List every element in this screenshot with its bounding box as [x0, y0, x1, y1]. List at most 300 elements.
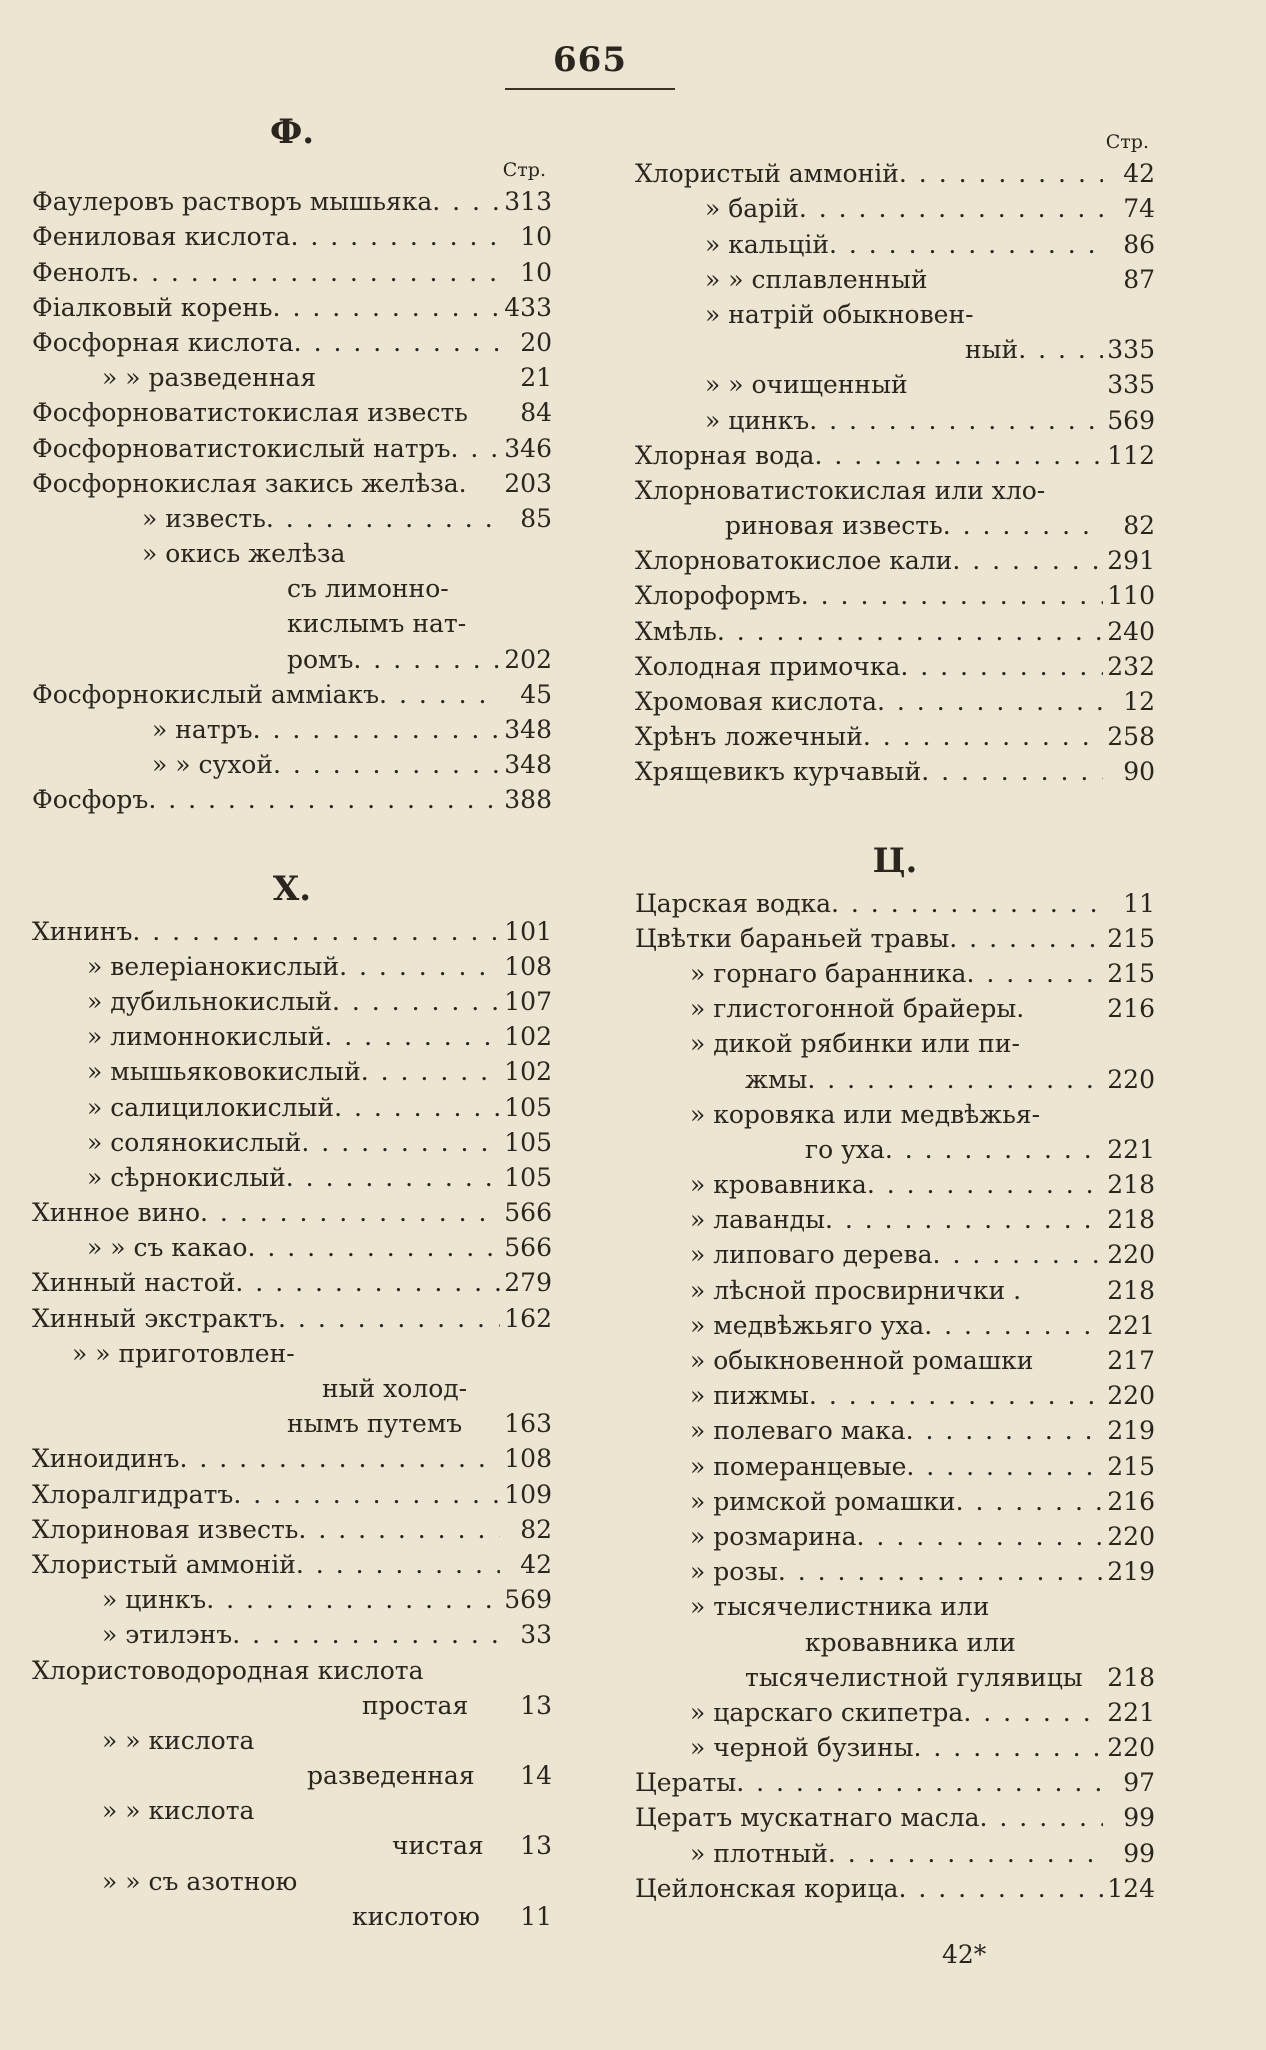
entry-name: Фосфорноватистокислый натръ [32, 433, 451, 463]
left-column [32, 108, 552, 1934]
entry-page: 14 [520, 1761, 552, 1791]
index-entry [635, 1800, 1155, 1835]
entry-name: » плотный [690, 1838, 828, 1868]
leader-dots [339, 949, 500, 984]
entry-page: 97 [1123, 1768, 1155, 1798]
entry-page: 220 [1107, 1733, 1155, 1763]
entry-page: 433 [504, 292, 552, 322]
index-entry [32, 1582, 552, 1617]
entry-page: 279 [504, 1268, 552, 1298]
leader-dots [924, 1308, 1103, 1343]
page-column-label: Стр. [502, 159, 546, 181]
index-entry [635, 649, 1155, 684]
entry-name: жмы [745, 1064, 808, 1094]
leader-dots [717, 614, 1103, 649]
leader-dots [296, 1547, 500, 1582]
right-column [635, 128, 1155, 1906]
index-entry [635, 156, 1155, 191]
index-entry [635, 1202, 1155, 1237]
entry-page: 11 [520, 1901, 552, 1931]
header-rule [505, 88, 675, 90]
index-entry [32, 1054, 552, 1089]
entry-name: кислымъ нат- [287, 609, 467, 639]
index-entry [635, 226, 1155, 261]
index-entry [32, 1300, 552, 1335]
entry-name: кислотою [352, 1901, 480, 1931]
entry-page: 335 [1107, 370, 1155, 400]
index-entry [635, 885, 1155, 920]
entry-name: Хлорноватистокислая или хло- [635, 475, 1046, 505]
entry-name: Хрѣнъ ложечный [635, 722, 863, 752]
entry-page: 348 [504, 715, 552, 744]
entry-page: 33 [520, 1620, 552, 1650]
entry-page: 85 [520, 503, 552, 533]
index-entry [635, 1484, 1155, 1519]
leader-dots [867, 1167, 1103, 1202]
leader-dots [273, 747, 500, 782]
leader-dots [324, 1019, 500, 1054]
leader-dots [809, 403, 1103, 438]
entry-name: » мышьяковокислый [87, 1057, 361, 1087]
leader-dots [778, 1554, 1103, 1589]
entry-name: Фосфоръ [32, 785, 149, 815]
leader-dots [829, 227, 1103, 262]
entry-name: тысячелистной гулявицы [745, 1662, 1083, 1692]
entry-name: » сѣрнокислый [87, 1162, 286, 1192]
index-entry [32, 219, 552, 254]
index-entry [32, 677, 552, 712]
index-entry [635, 1026, 1155, 1061]
entry-page: 108 [504, 951, 552, 981]
entry-page: 12 [1123, 687, 1155, 716]
index-entry [32, 984, 552, 1019]
entry-page: 335 [1107, 335, 1155, 365]
entry-name: Хлористый аммоній [635, 159, 899, 189]
index-entry [32, 1512, 552, 1547]
entry-name: » кровавника [690, 1170, 867, 1200]
index-entry [635, 1413, 1155, 1448]
leader-dots [253, 712, 500, 747]
entry-name: Хининъ [32, 916, 133, 946]
leader-dots [952, 543, 1103, 578]
leader-dots [828, 1836, 1103, 1871]
leader-dots [799, 191, 1103, 226]
entry-page: 219 [1107, 1557, 1155, 1587]
leader-dots [235, 1265, 500, 1300]
index-entry [635, 1835, 1155, 1870]
entry-page: 291 [1107, 546, 1155, 576]
index-entry [32, 1406, 552, 1441]
entry-page: 13 [520, 1831, 552, 1861]
entry-name: Хлороформъ [635, 581, 801, 611]
entry-page: 348 [504, 750, 552, 780]
leader-dots [278, 1301, 500, 1336]
entry-name: » дикой рябинки или пи- [690, 1029, 1020, 1059]
entry-page: 220 [1107, 1381, 1155, 1411]
entry-name: Хинный настой [32, 1268, 236, 1298]
entry-name: » » разведенная [102, 363, 317, 393]
index-entry [32, 1723, 552, 1758]
index-entry [635, 1378, 1155, 1413]
entry-page: 162 [504, 1303, 552, 1333]
leader-dots [294, 325, 500, 360]
index-entry [635, 1061, 1155, 1096]
entry-name: Цератъ мускатнаго масла [635, 1803, 980, 1833]
entry-page: 107 [504, 986, 552, 1016]
entry-page: 21 [520, 363, 552, 393]
entry-page: 42 [520, 1549, 552, 1579]
entry-page: 203 [504, 468, 552, 498]
leader-dots [863, 719, 1103, 754]
entry-name: Холодная примочка [635, 651, 901, 681]
entry-page: 221 [1107, 1134, 1155, 1164]
leader-dots [831, 886, 1103, 921]
leader-dots [232, 1617, 500, 1652]
leader-dots [266, 501, 500, 536]
entry-page: 10 [520, 257, 552, 287]
entry-page: 110 [1107, 581, 1155, 611]
entry-name: » горнаго баранника [690, 958, 967, 988]
index-entry [32, 1019, 552, 1054]
leader-dots [906, 1413, 1103, 1448]
leader-dots [914, 1730, 1103, 1765]
entry-name: » » съ азотною [102, 1866, 298, 1896]
entry-page: 163 [504, 1409, 552, 1439]
index-entry [635, 1554, 1155, 1589]
index-entry [635, 1097, 1155, 1132]
entry-page: 220 [1107, 1064, 1155, 1094]
index-entry [635, 332, 1155, 367]
entry-name: Фениловая кислота [32, 222, 291, 252]
entry-page: 105 [504, 1127, 552, 1157]
index-entry [32, 325, 552, 360]
entry-name: » дубильнокислый [87, 986, 332, 1016]
index-entry [32, 395, 552, 430]
entry-name: Фосфорная кислота [32, 327, 294, 357]
index-entry [635, 297, 1155, 332]
entry-page: 220 [1107, 1240, 1155, 1270]
entry-name: » » кислота [102, 1796, 255, 1826]
leader-dots [801, 578, 1103, 613]
entry-name: » кальцій [705, 229, 829, 259]
index-entry [635, 1132, 1155, 1167]
section-letter: Х. [272, 869, 312, 910]
entry-page: 258 [1107, 722, 1155, 752]
index-entry [32, 1371, 552, 1406]
entry-page: 218 [1107, 1662, 1155, 1692]
leader-dots [877, 684, 1103, 719]
leader-dots [179, 1441, 500, 1476]
leader-dots [933, 1237, 1103, 1272]
entry-name: » » приготовлен- [72, 1338, 295, 1368]
entry-name: » черной бузины [690, 1733, 914, 1763]
entry-name: » розы [690, 1557, 778, 1587]
entry-name: » тысячелистника или [690, 1592, 990, 1622]
entry-name: » лимоннокислый [87, 1022, 325, 1052]
entry-name: Царская водка [635, 888, 832, 918]
entry-name: » натръ [152, 715, 253, 744]
entry-name: кровавника или [805, 1627, 1016, 1657]
leader-dots [233, 1477, 500, 1512]
index-entry [635, 1765, 1155, 1800]
index-entry [32, 1160, 552, 1195]
index-entry [32, 1265, 552, 1300]
index-entry [635, 1343, 1155, 1378]
entry-page: 221 [1107, 1697, 1155, 1727]
leader-dots [148, 782, 500, 817]
entry-name: ромъ [287, 644, 354, 674]
index-entry [32, 1793, 552, 1828]
leader-dots [131, 255, 500, 290]
entry-page: 102 [504, 1022, 552, 1052]
leader-dots [290, 219, 500, 254]
entry-page: 566 [504, 1233, 552, 1263]
leader-dots [206, 1582, 500, 1617]
entry-name: Хлорноватокислое кали [635, 546, 953, 576]
index-entry [32, 290, 552, 325]
entry-page: 102 [504, 1057, 552, 1087]
index-entry [635, 578, 1155, 613]
entry-name: » натрій обыкновен- [705, 299, 974, 329]
leader-dots [963, 1695, 1103, 1730]
leader-dots [980, 1800, 1103, 1835]
leader-dots [334, 1090, 500, 1125]
leader-dots [1018, 332, 1103, 367]
entry-page: 99 [1123, 1838, 1155, 1868]
leader-dots [379, 677, 500, 712]
entry-name: Хиноидинъ [32, 1444, 180, 1474]
leader-dots [736, 1765, 1103, 1800]
entry-name: простая [362, 1690, 469, 1720]
index-entry [635, 473, 1155, 508]
index-entry [32, 1899, 552, 1934]
signature-mark: 42* [942, 1940, 987, 1969]
index-entry [32, 1828, 552, 1863]
entry-name: » велеріанокислый [87, 951, 340, 981]
index-entry [32, 782, 552, 817]
leader-dots [132, 914, 500, 949]
entry-name: » пижмы [690, 1381, 809, 1411]
entry-page: 232 [1107, 651, 1155, 681]
entry-page: 220 [1107, 1521, 1155, 1551]
entry-page: 20 [520, 327, 552, 357]
index-entry [635, 1272, 1155, 1307]
entry-name: » известь [142, 503, 266, 533]
section-gap [635, 789, 1155, 837]
entry-page: 11 [1123, 888, 1155, 918]
index-entry [635, 1624, 1155, 1659]
index-entry [635, 191, 1155, 226]
entry-name: » полеваго мака [690, 1416, 906, 1446]
leader-dots [286, 1160, 500, 1195]
index-entry [635, 367, 1155, 402]
entry-page: 90 [1123, 757, 1155, 787]
entry-page: 74 [1123, 194, 1155, 224]
index-entry [32, 501, 552, 536]
index-entry [32, 606, 552, 641]
section-letter: Ц. [872, 841, 918, 882]
index-entry [635, 508, 1155, 543]
entry-page: 218 [1107, 1275, 1155, 1305]
index-entry [635, 1448, 1155, 1483]
entry-name: » померанцевые [690, 1451, 907, 1481]
entry-page: 388 [504, 785, 552, 815]
entry-page: 99 [1123, 1803, 1155, 1833]
entry-name: ный [965, 335, 1019, 365]
leader-dots [899, 156, 1103, 191]
index-entry [32, 913, 552, 948]
index-entry [32, 641, 552, 676]
leader-dots [906, 1449, 1103, 1484]
index-entry [635, 956, 1155, 991]
entry-name: » салицилокислый [87, 1092, 335, 1122]
leader-dots [825, 1202, 1103, 1237]
entry-name: Хинное вино [32, 1198, 201, 1228]
entry-name: разведенная [307, 1761, 475, 1791]
page-column-label: Стр. [1105, 131, 1149, 153]
leader-dots [885, 1132, 1103, 1167]
entry-name: Фенолъ [32, 257, 132, 287]
index-entry [32, 1336, 552, 1371]
entry-name: Цераты [635, 1768, 737, 1798]
index-entry [635, 543, 1155, 578]
entry-page: 215 [1107, 923, 1155, 953]
entry-name: Хинный экстрактъ [32, 1303, 279, 1333]
leader-dots [949, 921, 1103, 956]
leader-dots [450, 431, 500, 466]
index-entry [32, 1652, 552, 1687]
entry-page: 218 [1107, 1205, 1155, 1235]
index-entry [32, 1688, 552, 1723]
entry-name: Фаулеровъ растворъ мышьяка [32, 187, 433, 217]
entry-page: 109 [504, 1479, 552, 1509]
entry-page: 108 [504, 1444, 552, 1474]
page-number: 665 [553, 40, 627, 80]
index-entry [32, 747, 552, 782]
leader-dots [814, 438, 1103, 473]
entry-page: 13 [520, 1690, 552, 1720]
section-letter: Ф. [269, 112, 315, 152]
entry-name: » царскаго скипетра [690, 1697, 964, 1727]
index-entry [32, 1476, 552, 1511]
entry-name: риновая известь [725, 511, 943, 541]
leader-dots [301, 1125, 500, 1160]
entry-name: ный холод- [322, 1374, 468, 1403]
index-entry [32, 1125, 552, 1160]
entry-page: 566 [504, 1198, 552, 1228]
index-entry [635, 438, 1155, 473]
index-entry [32, 1617, 552, 1652]
entry-name: » розмарина [690, 1521, 857, 1551]
entry-page: 124 [1107, 1873, 1155, 1903]
entry-name: Фосфорнокислая закись желѣза. [32, 468, 467, 498]
leader-dots [273, 290, 500, 325]
index-entry [635, 1695, 1155, 1730]
entry-name: Цвѣтки бараньей травы [635, 923, 950, 953]
entry-page: 215 [1107, 1451, 1155, 1481]
entry-name: » римской ромашки [690, 1486, 956, 1516]
entry-name: Фосфорнокислый амміакъ [32, 679, 380, 709]
entry-name: » барій [705, 194, 799, 224]
index-entry [635, 1167, 1155, 1202]
section-gap [32, 817, 552, 865]
index-entry [32, 360, 552, 395]
entry-page: 86 [1123, 229, 1155, 259]
index-entry [635, 991, 1155, 1026]
entry-page: 101 [504, 916, 552, 946]
entry-page: 82 [1123, 511, 1155, 541]
index-entry [635, 1871, 1155, 1906]
index-entry [635, 1730, 1155, 1765]
entry-page: 42 [1123, 159, 1155, 189]
index-entry [635, 1589, 1155, 1624]
leader-dots [898, 1871, 1103, 1906]
entry-page: 87 [1123, 264, 1155, 294]
entry-name: » цинкъ [102, 1585, 207, 1615]
entry-name: нымъ путемъ [287, 1409, 463, 1439]
index-entry [32, 536, 552, 571]
entry-page: 240 [1107, 616, 1155, 646]
index-entry [32, 184, 552, 219]
leader-dots [943, 508, 1103, 543]
index-entry [32, 254, 552, 289]
entry-page: 569 [1107, 405, 1155, 435]
entry-page: 202 [504, 644, 552, 674]
entry-page: 105 [504, 1092, 552, 1122]
entry-name: Цейлонская корица [635, 1873, 899, 1903]
leader-dots [200, 1195, 500, 1230]
index-entry [635, 1660, 1155, 1695]
entry-name: Хрящевикъ курчавый [635, 757, 922, 787]
leader-dots [298, 1512, 500, 1547]
entry-name: » медвѣжьяго уха [690, 1310, 925, 1340]
index-entry [32, 1441, 552, 1476]
index-entry [635, 719, 1155, 754]
leader-dots [900, 649, 1103, 684]
entry-name: » коровяка или медвѣжья- [690, 1099, 1041, 1129]
entry-name: » » кислота [102, 1725, 255, 1755]
leader-dots [432, 184, 500, 219]
entry-page: 218 [1107, 1170, 1155, 1200]
leader-dots [332, 984, 500, 1019]
entry-name: Хлоралгидратъ [32, 1479, 234, 1509]
entry-page: 569 [504, 1585, 552, 1615]
entry-name: » » очищенный [705, 370, 908, 400]
entry-name: » » сухой [152, 750, 274, 780]
entry-name: » этилэнъ [102, 1620, 233, 1650]
entry-name: Хлорная вода [635, 440, 815, 470]
leader-dots [857, 1519, 1103, 1554]
leader-dots [966, 956, 1103, 991]
entry-name: Хлористоводородная кислота [32, 1655, 424, 1685]
index-entry [32, 1230, 552, 1265]
leader-dots [956, 1484, 1103, 1519]
leader-dots [353, 642, 500, 677]
leader-dots [807, 1062, 1103, 1097]
index-entry [635, 613, 1155, 648]
entry-name: Хлористый аммоній [32, 1549, 296, 1579]
index-entry [32, 712, 552, 747]
entry-name: » лѣсной просвирнички . [690, 1275, 1022, 1305]
entry-page: 219 [1107, 1416, 1155, 1446]
entry-page: 84 [520, 398, 552, 428]
entry-page: 221 [1107, 1310, 1155, 1340]
entry-page: 217 [1107, 1346, 1155, 1375]
index-entry [32, 1089, 552, 1124]
index-entry [32, 1547, 552, 1582]
entry-name: чистая [392, 1831, 484, 1861]
entry-name: » солянокислый [87, 1127, 302, 1157]
